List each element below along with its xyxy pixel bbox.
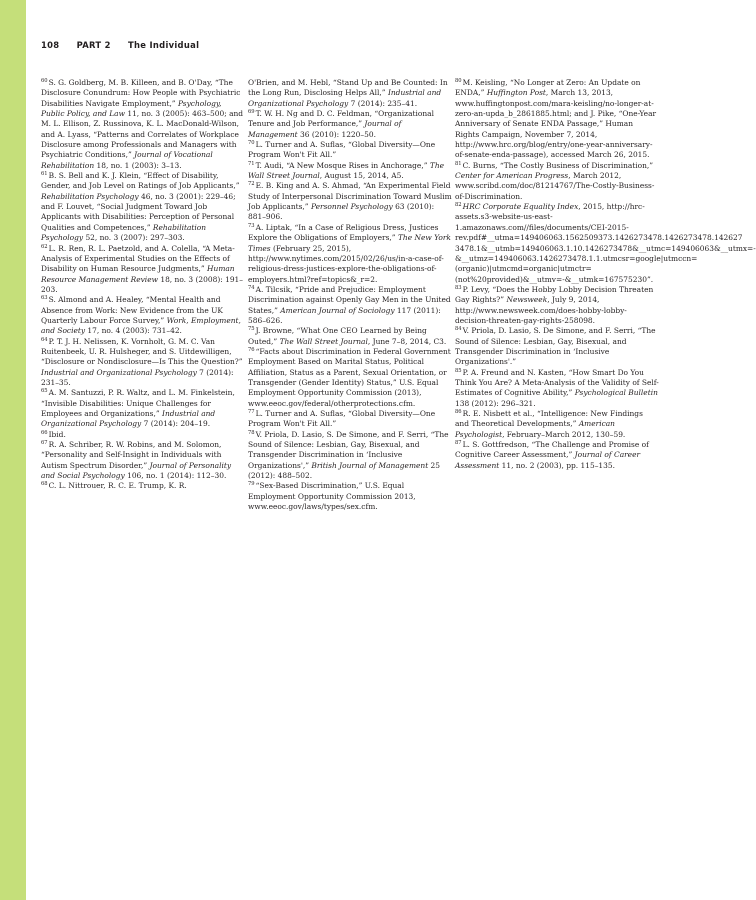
footnote-italic-text: The Wall Street Journal — [279, 336, 368, 346]
footnote-text: 46, no. 3 (2001): 229–46; and F. Louvet, “Social Judgment Toward Job Applicants with Disabilities: Perception of Personal Qualities and Competences,” — [41, 191, 236, 232]
footnote-entry — [248, 181, 452, 222]
footnote-number: 68 — [41, 481, 48, 488]
footnote-entry — [41, 440, 245, 481]
footnote-entry — [248, 409, 452, 430]
footnote-entry — [455, 78, 659, 161]
footnote-entry — [455, 285, 659, 326]
footnote-italic-text: Rehabilitation Psychology — [41, 191, 139, 201]
footnote-italic-text: Work, Employment, and Society — [41, 315, 241, 336]
footnote-number: 64 — [41, 336, 48, 343]
footnote-text: R. E. Nisbett et al., “Intelligence: New Findings and Theoretical Developments,” — [455, 409, 643, 429]
footnote-text: 17, no. 4 (2003): 731–42. — [85, 326, 182, 336]
footnote-text: A. Tilcsik, “Pride and Prejudice: Employment Discrimination against Openly Gay Men in the United States,” — [248, 284, 451, 315]
footnote-text: E. B. King and A. S. Ahmad, “An Experimental Field Study of Interpersonal Discrimination Toward Muslim Job Applicants,” — [248, 181, 452, 212]
footnote-text: A. Liptak, “In a Case of Religious Dress, Justices Explore the Obligations of Employers,” — [248, 222, 439, 243]
footnote-text: B. S. Bell and K. J. Klein, “Effect of Disability, Gender, and Job Level on Ratings of Job Applicants,” — [41, 171, 240, 191]
page-number: 108 — [41, 40, 60, 50]
footnote-italic-text: The Wall Street Journal — [248, 160, 445, 181]
footnote-text: P. Levy, “Does the Hobby Lobby Decision Threaten Gay Rights?” — [455, 284, 654, 305]
footnote-text: O'Brien, and M. Hebl, “Stand Up and Be Counted: In the Long Run, Disclosing Helps All,” — [248, 78, 448, 98]
footnote-number: 69 — [248, 109, 255, 116]
footnote-number: 85 — [455, 367, 462, 374]
footnote-number: 83 — [455, 284, 462, 291]
footnote-entry — [455, 409, 659, 440]
footnote-entry — [41, 337, 245, 389]
footnote-italic-text: Psychology, Public Policy, and Law — [41, 98, 222, 119]
footnote-text: , March 13, 2013, www.huffingtonpost.com/mara-keisling/no-longer-at-zero-an-upda_b_2861885.html; and J. Pike, “One-Year Anniversary of Senate ENDA Passage,” Human Rights Campaign, November 7, 2014, http://www.hrc.org/blog/entry/one-year-anniversary-of-senate-enda-passage), accessed March 26, 2015. — [455, 88, 657, 160]
footnote-number: 73 — [248, 222, 255, 229]
footnote-text: S. G. Goldberg, M. B. Killeen, and B. O'Day, “The Disclosure Conundrum: How People with Psychiatric Disabilities Navigate Employment,” — [41, 78, 241, 108]
footnote-entry — [248, 109, 452, 140]
footnote-number: 81 — [455, 160, 462, 167]
footnote-text: “Facts about Discrimination in Federal Government Employment Based on Marital Status, Political Affiliation, Status as a Parent, Sexual Orientation, or Transgender (Gender Identity) Status,” U.S. Equal Employment Opportunity Commission (2013), www.eeoc.gov/federal/otherprotections.cfm. — [248, 346, 451, 408]
footnote-entry — [41, 244, 245, 296]
footnote-entry — [248, 78, 452, 109]
footnote-number: 75 — [248, 326, 255, 333]
footnote-text: P. A. Freund and N. Kasten, “How Smart Do You Think You Are? A Meta-Analysis of the Validity of Self-Estimates of Cognitive Ability,” — [455, 367, 659, 398]
footnote-text: 25 (2012): 488–502. — [248, 460, 441, 481]
footnote-entry — [248, 140, 452, 161]
footnote-text: T. W. H. Ng and D. C. Feldman, “Organizational Tenure and Job Performance,” — [248, 109, 434, 129]
footnote-text: V. Priola, D. Lasio, S. De Simone, and F. Serri, “The Sound of Silence: Lesbian, Gay, Bisexual, and Transgender Discrimination in ‘Inclusive Organizations',” — [248, 429, 449, 470]
footnote-number: 78 — [248, 429, 255, 436]
footnote-number: 80 — [455, 78, 462, 84]
footnote-number: 86 — [455, 409, 462, 415]
footnote-text: (February 25, 2015), http://www.nytimes.com/2015/02/26/us/in-a-case-of-religious-dress-justices-explore-the-obligations-of-employers.html?ref=topics&_r=2. — [248, 243, 444, 284]
footnote-text: Ibid. — [48, 429, 66, 439]
footnote-italic-text: Center for American Progress — [455, 171, 569, 181]
footnote-text: L. R. Ren, R. L. Paetzold, and A. Colella, “A Meta-Analysis of Experimental Studies on the Effects of Disability on Human Resource Judgments,” — [41, 243, 235, 274]
footnote-italic-text: Personnel Psychology — [310, 202, 393, 212]
footnote-number: 87 — [455, 440, 462, 447]
footnote-italic-text: British Journal of Management — [311, 460, 429, 470]
footnote-text: , March 2012, www.scribd.com/doc/81214767/The-Costly-Business-of-Discrimination. — [455, 171, 655, 201]
footnote-entry — [455, 161, 659, 202]
footnote-text: L. Turner and A. Suflas, “Global Diversity—One Program Won't Fit All.” — [248, 140, 436, 160]
footnote-italic-text: Industrial and Organizational Psychology — [41, 367, 197, 377]
footnote-italic-text: HRC Corporate Equality Index — [462, 202, 579, 212]
side-color-strip — [0, 0, 26, 900]
section-title: The Individual — [128, 40, 200, 50]
footnote-text: P. T. J. H. Nelissen, K. Vornholt, G. M. C. Van Ruitenbeek, U. R. Hulsheger, and S. Uitdewilligen, “Disclosure or Nondisclosure—Is This the Question?” — [41, 336, 243, 367]
footnote-text: , July 9, 2014, http://www.newsweek.com/does-hobby-lobby-decision-threaten-gay-rights-258098. — [455, 295, 627, 325]
footnote-entry — [41, 430, 245, 440]
footnote-number: 65 — [41, 388, 48, 395]
footnote-number: 67 — [41, 440, 48, 447]
footnote-number: 60 — [41, 78, 48, 84]
footnote-entry — [41, 171, 245, 243]
footnote-italic-text: Journal of Career Assessment — [455, 450, 641, 470]
footnote-italic-text: Human Resource Management Review — [41, 264, 235, 284]
footnote-text: 52, no. 3 (2007): 297–303. — [83, 233, 185, 243]
footnote-entry — [455, 440, 659, 471]
footnote-text: L. Turner and A. Suflas, “Global Diversity—One Program Won't Fit All.” — [248, 409, 436, 429]
footnote-italic-text: Newsweek — [506, 295, 548, 305]
footnote-text: , June 7–8, 2014, C3. — [367, 336, 447, 346]
footnote-number: 76 — [248, 346, 255, 353]
footnote-text: 18, no. 3 (2008): 191–203. — [41, 274, 244, 294]
footnote-italic-text: Industrial and Organizational Psychology — [248, 88, 442, 108]
footnote-number: 84 — [455, 326, 462, 333]
footnote-text: 106, no. 1 (2014): 112–30. — [124, 471, 227, 481]
footnote-number: 70 — [248, 140, 255, 147]
footnote-text: R. A. Schriber, R. W. Robins, and M. Solomon, “Personality and Self-Insight in Individuals with Autism Spectrum Disorder,” — [41, 440, 222, 470]
footnote-number: 77 — [248, 409, 255, 415]
footnote-italic-text: American Journal of Sociology — [280, 305, 395, 315]
footnote-entry — [41, 388, 245, 429]
footnote-text: 117 (2011): 586–626. — [248, 305, 441, 325]
footnote-italic-text: Industrial and Organizational Psychology — [41, 409, 216, 429]
footnote-text: 7 (2014): 204–19. — [141, 419, 211, 429]
footnote-entry — [455, 202, 756, 285]
part-label: PART 2 — [76, 40, 111, 50]
footnote-italic-text: Journal of Management — [248, 119, 402, 139]
footnote-entry — [248, 481, 452, 512]
footnote-text: M. Keisling, “No Longer at Zero: An Update on ENDA,” — [455, 78, 641, 98]
footnote-number: 61 — [41, 171, 48, 178]
footnote-italic-text: American Psychologist — [455, 419, 615, 439]
footnote-text: 138 (2012): 296–321. — [455, 398, 536, 408]
footnote-italic-text: Huffington Post — [486, 88, 546, 98]
footnote-text: L. S. Gottfredson, “The Challenge and Promise of Cognitive Career Assessment,” — [455, 440, 649, 460]
footnote-text: S. Almond and A. Healey, “Mental Health and Absence from Work: New Evidence from the UK Quarterly Labour Force Survey,” — [41, 295, 223, 325]
footnote-text: , 2015, http://hrc-assets.s3-website-us-east-1.amazonaws.com//files/documents/CEI-2015-rev.pdf#__utma=149406063.1562509373.1426273478.1426273478.142627 3478.1&__utmb=149406063.1.10.1426273478&__utmc=149406063&__utmx=-&__utmz=149406063.1426273478.1.1.utmcsr=google|utmccn=(organic)|utmcmd=organic|utmctr=(not%20provided)&__utmv=-&__utmk=167575230”. — [455, 202, 756, 284]
footnote-text: 7 (2014): 231–35. — [41, 367, 234, 387]
notes-column-1 — [41, 78, 245, 492]
footnote-number: 66 — [41, 429, 48, 436]
footnote-text: , February–March 2012, 130–59. — [502, 429, 626, 439]
footnote-text: V. Priola, D. Lasio, S. De Simone, and F. Serri, “The Sound of Silence: Lesbian, Gay, Bisexual, and Transgender Discrimination in ‘Inclusive Organizations'.” — [455, 326, 656, 367]
footnote-entry — [248, 223, 452, 285]
footnote-text: 11, no. 3 (2005): 463–500; and M. L. Ellison, Z. Russinova, K. L. MacDonald-Wilson, and A. Lyass, “Patterns and Correlates of Workplace Disclosure among Professionals and Managers with Psychiatric Conditions,” — [41, 109, 244, 160]
footnote-text: A. M. Santuzzi, P. R. Waltz, and L. M. Finkelstein, “Invisible Disabilities: Unique Challenges for Employees and Organizations,” — [41, 388, 235, 418]
footnote-entry — [248, 347, 452, 409]
footnote-italic-text: Journal of Personality and Social Psychology — [41, 460, 232, 481]
footnote-number: 82 — [455, 202, 462, 209]
footnote-number: 63 — [41, 295, 48, 302]
footnote-text: “Sex-Based Discrimination,” U.S. Equal Employment Opportunity Commission 2013, www.eeoc.gov/laws/types/sex.cfm. — [248, 481, 416, 512]
footnote-text: , August 15, 2014, A5. — [319, 171, 404, 181]
footnote-text: C. Burns, “The Costly Business of Discrimination,” — [462, 160, 654, 170]
footnote-text: 36 (2010): 1220–50. — [297, 129, 376, 139]
footnote-italic-text: Journal of Vocational Rehabilitation — [41, 150, 213, 170]
footnote-italic-text: The New York Times — [248, 233, 451, 253]
footnote-number: 71 — [248, 160, 255, 167]
footnote-text: 18, no. 1 (2003): 3–13. — [94, 160, 182, 170]
footnote-number: 72 — [248, 181, 255, 188]
footnote-entry — [41, 481, 245, 491]
footnote-text: C. L. Nittrouer, R. C. E. Trump, K. R. — [48, 481, 187, 491]
notes-column-3 — [455, 78, 756, 471]
footnote-text: T. Audi, “A New Mosque Rises in Anchorage,” — [255, 160, 430, 170]
footnote-entry — [455, 368, 659, 409]
footnote-entry — [41, 78, 245, 171]
footnote-text: 11, no. 2 (2003), pp. 115–135. — [499, 460, 615, 470]
footnote-number: 62 — [41, 243, 48, 250]
footnote-text: 63 (2010): 881–906. — [248, 202, 435, 222]
running-head — [41, 40, 199, 52]
footnote-entry — [248, 285, 452, 326]
footnote-number: 79 — [248, 481, 255, 488]
footnote-number: 74 — [248, 284, 255, 291]
notes-column-2 — [248, 78, 452, 512]
footnote-entry — [248, 326, 452, 347]
footnote-entry — [248, 430, 452, 482]
footnote-entry — [248, 161, 452, 182]
footnote-text: 7 (2014): 235–41. — [348, 98, 418, 108]
footnote-italic-text: Rehabilitation Psychology — [41, 222, 207, 243]
footnote-entry — [455, 326, 659, 367]
footnote-italic-text: Psychological Bulletin — [574, 388, 658, 398]
footnote-entry — [41, 295, 245, 336]
footnote-text: J. Browne, “What One CEO Learned by Being Outed,” — [248, 326, 427, 346]
